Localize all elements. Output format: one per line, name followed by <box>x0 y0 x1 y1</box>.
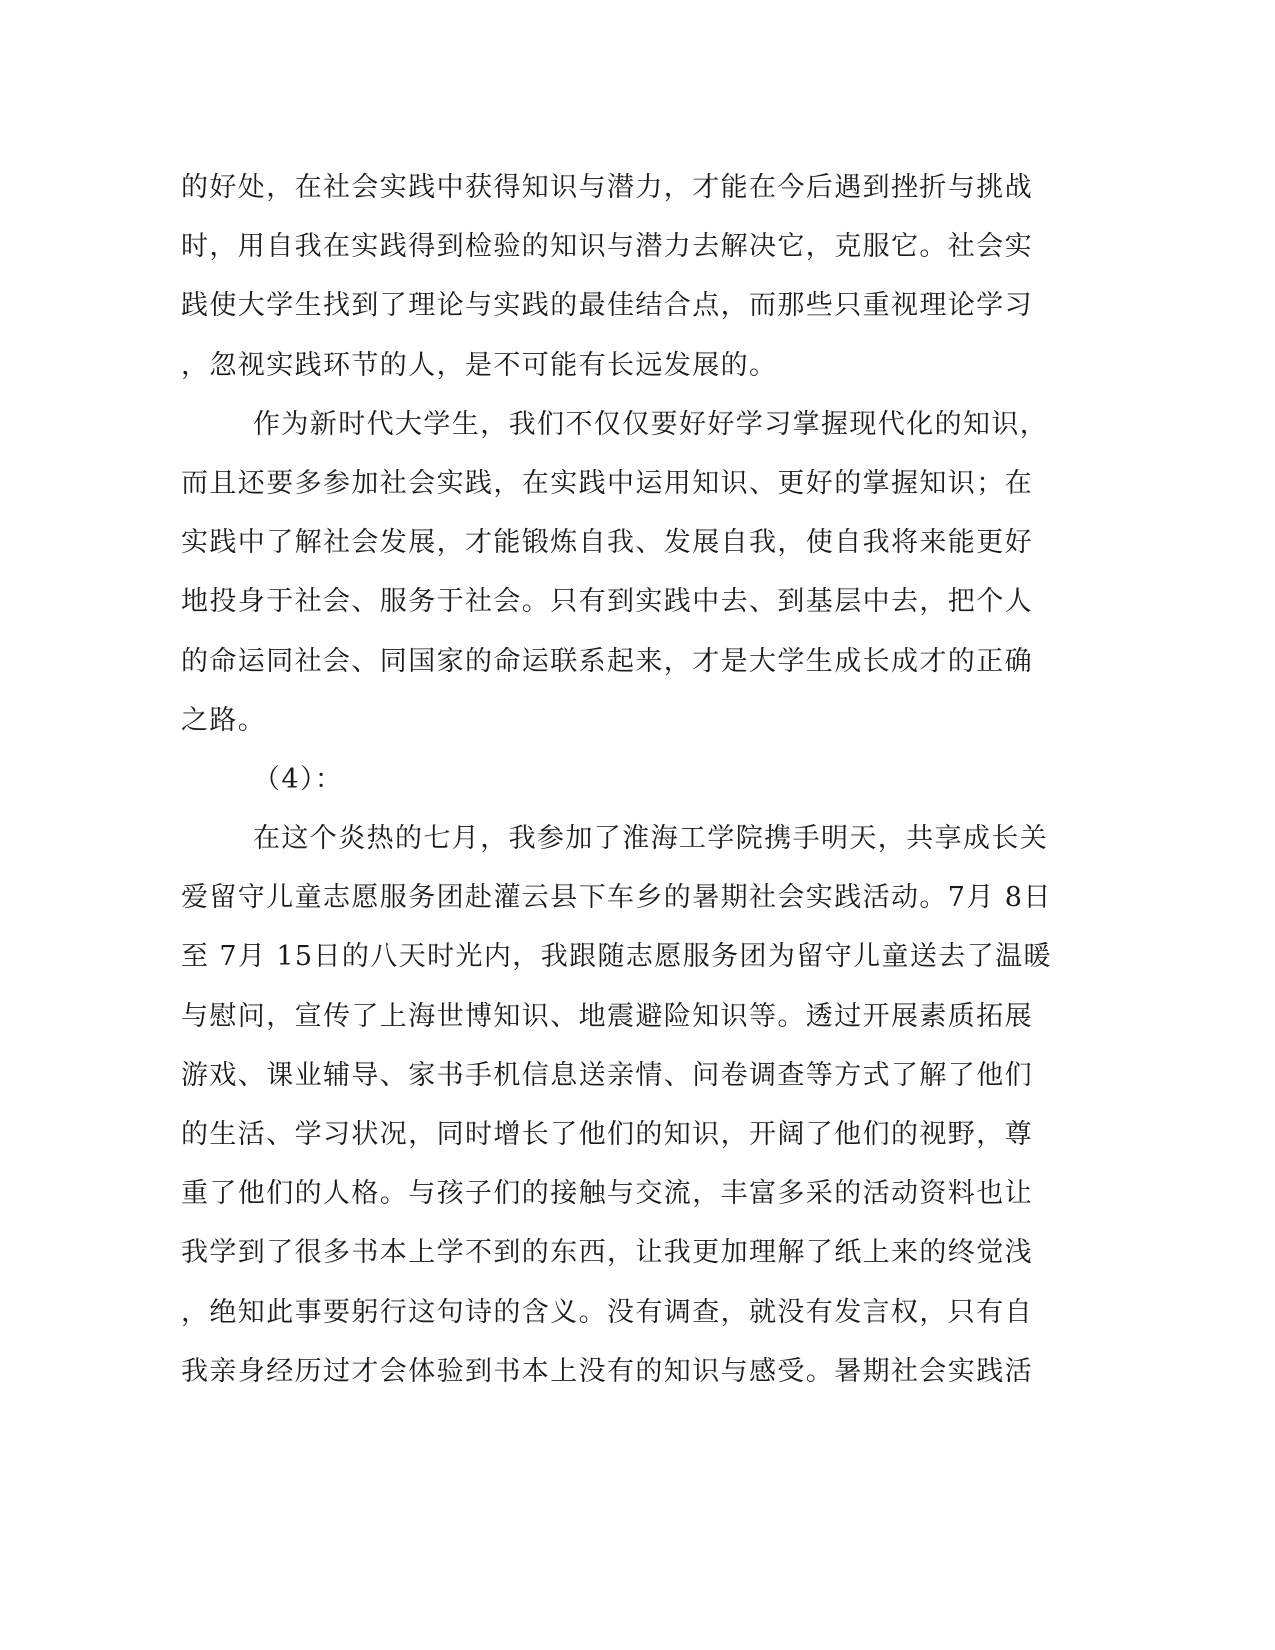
text-line: 游戏、课业辅导、家书手机信息送亲情、问卷调查等方式了解了他们 <box>181 1059 1033 1091</box>
section-number: （4）： <box>253 763 344 795</box>
paragraph-1 <box>181 158 1036 395</box>
text-line: 重了他们的人格。与孩子们的接触与交流，丰富多采的活动资料也让 <box>181 1178 1033 1210</box>
text-line: 践使大学生找到了理论与实践的最佳结合点，而那些只重视理论学习 <box>181 290 1033 322</box>
text-line: 我亲身经历过才会体验到书本上没有的知识与感受。暑期社会实践活 <box>181 1355 1033 1387</box>
text-line: 实践中了解社会发展，才能锻炼自我、发展自我，使自我将来能更好 <box>181 527 1033 559</box>
text-line: 作为新时代大学生，我们不仅仅要好好学习掌握现代化的知识， <box>253 408 1049 440</box>
text-line: 爱留守儿童志愿服务团赴灌云县下车乡的暑期社会实践活动。7月 8日 <box>181 882 1052 914</box>
text-line: 的好处，在社会实践中获得知识与潜力，才能在今后遇到挫折与挑战 <box>181 172 1033 203</box>
text-line: 之路。 <box>181 704 267 736</box>
text-line: ，绝知此事要躬行这句诗的含义。没有调查，就没有发言权，只有自 <box>181 1296 1033 1328</box>
text-line: 在这个炎热的七月，我参加了淮海工学院携手明天，共享成长关 <box>253 823 1049 855</box>
text-line: 时，用自我在实践得到检验的知识与潜力去解决它，克服它。社会实 <box>181 231 1033 263</box>
text-line: 与慰问，宣传了上海世博知识、地震避险知识等。透过开展素质拓展 <box>181 1000 1033 1032</box>
text-line: 地投身于社会、服务于社会。只有到实践中去、到基层中去，把个人 <box>181 586 1033 618</box>
text-line: 的命运同社会、同国家的命运联系起来，才是大学生成长成才的正确 <box>181 645 1033 677</box>
paragraph-4 <box>181 809 1052 1401</box>
text-line: 我学到了很多书本上学不到的东西，让我更加理解了纸上来的终觉浅 <box>181 1237 1033 1269</box>
paragraph-2 <box>181 395 1049 750</box>
section-heading <box>181 750 1036 809</box>
document-body <box>181 158 1052 1401</box>
text-line: 的生活、学习状况，同时增长了他们的知识，开阔了他们的视野，尊 <box>181 1119 1033 1150</box>
text-line: 至 7月 15日的八天时光内，我跟随志愿服务团为留守儿童送去了温暖 <box>181 941 1052 973</box>
text-line: ，忽视实践环节的人，是不可能有长远发展的。 <box>181 349 778 381</box>
text-line: 而且还要多参加社会实践，在实践中运用知识、更好的掌握知识；在 <box>181 467 1033 499</box>
